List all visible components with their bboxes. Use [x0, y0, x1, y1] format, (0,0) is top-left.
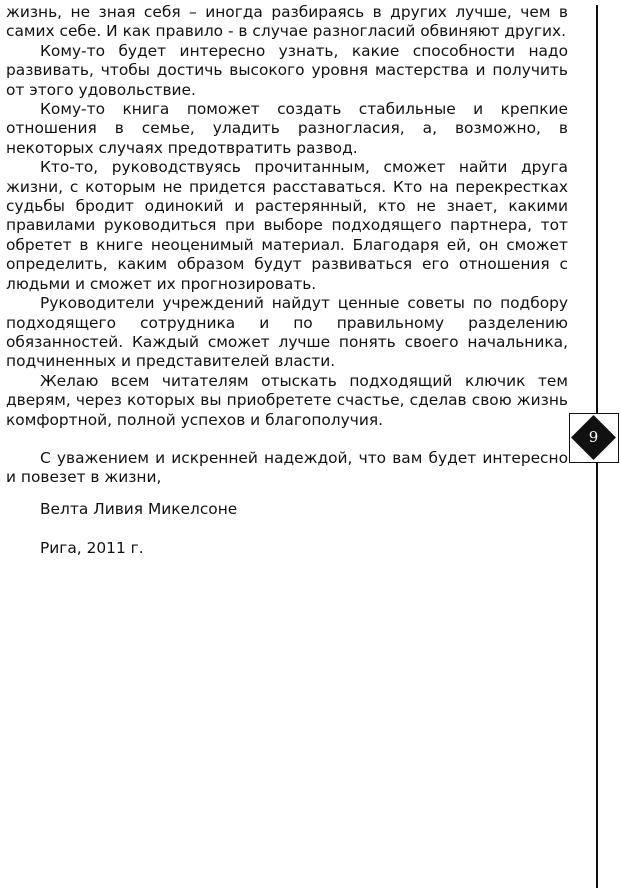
paragraph-skills: Кому-то будет интересно узнать, какие способности надо развивать, чтобы достичь высокого уровня мастерства и получить от этого удовольствие. — [6, 41, 568, 99]
paragraph-partner: Кто-то, руководствуясь прочитанным, сможет найти друга жизни, с которым не придется расставаться. Кто на перекрестках судьбы бродит одинокий и растерянный, кто не знает, какими правилами руководиться при выборе подходящего партнера, тот обретет в книге неоценимый материал. Благодаря ей, он сможет определить, каким образом будут развиваться его отношения с людьми и сможет их прогнозировать. — [6, 158, 568, 293]
author-signature: Велта Ливия Микелсоне — [40, 500, 238, 518]
paragraph-family: Кому-то книга поможет создать стабильные и крепкие отношения в семье, уладить разногласия, а, возможно, в некоторых случаях предотвратить развод. — [6, 100, 568, 157]
paragraph-managers: Руководители учреждений найдут ценные советы по подбору подходящего сотрудника и по правильному разделению обязанностей. Каждый сможет лучше понять своего начальника, подчиненных и представителей власти. — [6, 294, 568, 371]
body-text — [6, 3, 568, 488]
place-and-date: Рига, 2011 г. — [40, 539, 144, 557]
closing-remark: С уважением и искренней надеждой, что вам будет интересно и повезет в жизни, — [6, 448, 568, 487]
paragraph-wishes: Желаю всем читателям отыскать подходящий ключик тем дверям, через которых вы приобретете счастье, сделав свою жизнь комфортной, полной успехов и благополучия. — [6, 371, 568, 429]
paragraph-continuation: жизнь, не зная себя – иногда разбираясь в других лучше, чем в самих себе. И как правило - в случае разногласий обвиняют других. — [6, 3, 568, 41]
page-number: 9 — [588, 428, 599, 446]
page-number-marker — [569, 413, 619, 463]
